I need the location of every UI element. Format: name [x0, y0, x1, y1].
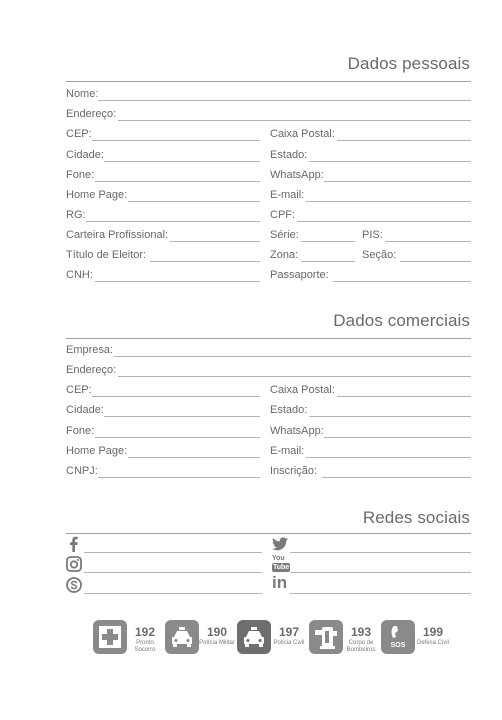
field-inscricao[interactable] [322, 477, 471, 478]
label-fone-comercial: Fone: [66, 425, 95, 437]
label-cnpj: CNPJ: [66, 465, 98, 477]
field-secao[interactable] [400, 261, 471, 262]
police-car-icon [165, 620, 199, 654]
field-whatsapp[interactable] [324, 181, 471, 182]
field-empresa[interactable] [114, 356, 471, 357]
label-nome: Nome: [66, 88, 99, 100]
label-endereco: Endereço: [66, 108, 117, 120]
label-email: E-mail: [270, 189, 305, 201]
field-cidade[interactable] [104, 161, 260, 162]
field-caixa-postal[interactable] [337, 140, 471, 141]
field-twitter[interactable] [290, 552, 471, 553]
label-estado: Estado: [270, 149, 308, 161]
label-whatsapp: WhatsApp: [270, 169, 324, 181]
instagram-icon [66, 556, 82, 572]
emergency-name: Polícia Militar [199, 640, 235, 646]
field-email[interactable] [306, 201, 471, 202]
emergency-190 [165, 620, 237, 660]
section-rule [66, 338, 471, 339]
label-empresa: Empresa: [66, 344, 114, 356]
fire-hydrant-icon [309, 620, 343, 654]
section-title-dados-comerciais: Dados comerciais [333, 311, 470, 330]
youtube-tube-text: Tube [273, 564, 290, 571]
emergency-name: Pronto Socorro [134, 640, 156, 653]
section-rule [66, 81, 471, 82]
label-cidade: Cidade: [66, 149, 104, 161]
label-cpf: CPF: [270, 209, 296, 221]
field-instagram[interactable] [84, 572, 262, 573]
field-passaporte[interactable] [333, 281, 471, 282]
emergency-name: Corpo de Bombeiros [346, 640, 376, 653]
emergency-199 [381, 620, 453, 660]
label-rg: RG: [66, 209, 86, 221]
field-cidade-comercial[interactable] [104, 416, 260, 417]
section-rule [66, 533, 471, 534]
label-home-page-comercial: Home Page: [66, 445, 128, 457]
label-zona: Zona: [270, 249, 299, 261]
section-title-dados-pessoais: Dados pessoais [347, 54, 470, 73]
label-pis: PIS: [362, 229, 383, 241]
field-titulo-eleitor[interactable] [150, 261, 260, 262]
label-cep-comercial: CEP: [66, 384, 92, 396]
emergency-number: 193 [350, 625, 372, 639]
field-youtube[interactable] [290, 572, 471, 573]
emergency-number: 192 [134, 625, 156, 639]
label-fone: Fone: [66, 169, 95, 181]
sos-badge-text: SOS [390, 642, 406, 649]
emergency-193 [309, 620, 381, 660]
section-title-redes-sociais: Redes sociais [362, 508, 470, 527]
label-titulo-eleitor: Título de Eleitor: [66, 249, 147, 261]
emergency-number: 199 [422, 625, 444, 639]
field-cnh[interactable] [95, 281, 260, 282]
field-facebook[interactable] [84, 552, 262, 553]
linkedin-icon: in [272, 573, 288, 592]
field-estado[interactable] [309, 161, 471, 162]
emergency-192 [93, 620, 165, 660]
youtube-icon [272, 555, 290, 573]
label-inscricao: Inscrição: [270, 465, 318, 477]
facebook-icon [66, 536, 82, 552]
field-whatsapp-comercial[interactable] [324, 437, 471, 438]
emergency-name: Defesa Civil [416, 640, 449, 646]
emergency-name: Polícia Civil [273, 640, 305, 646]
label-caixa-postal: Caixa Postal: [270, 128, 335, 140]
field-nome[interactable] [98, 100, 471, 101]
field-home-page-comercial[interactable] [128, 457, 260, 458]
field-endereco[interactable] [118, 120, 471, 121]
label-serie: Série: [270, 229, 299, 241]
field-serie[interactable] [301, 241, 355, 242]
label-home-page: Home Page: [66, 189, 128, 201]
label-cnh: CNH: [66, 269, 93, 281]
first-aid-cross-icon [93, 620, 127, 654]
field-fone[interactable] [95, 181, 260, 182]
field-rg[interactable] [86, 221, 260, 222]
field-zona[interactable] [301, 261, 355, 262]
label-carteira-profissional: Carteira Profissional: [66, 229, 169, 241]
field-cep-comercial[interactable] [92, 396, 260, 397]
field-linkedin[interactable] [290, 593, 471, 594]
label-whatsapp-comercial: WhatsApp: [270, 425, 324, 437]
field-cpf[interactable] [297, 221, 471, 222]
field-caixa-postal-comercial[interactable] [337, 396, 471, 397]
label-cep: CEP: [66, 128, 92, 140]
field-email-comercial[interactable] [306, 457, 471, 458]
field-pis[interactable] [385, 241, 471, 242]
field-fone-comercial[interactable] [95, 437, 260, 438]
label-estado-comercial: Estado: [270, 404, 308, 416]
youtube-you-text: You [272, 555, 285, 562]
field-endereco-comercial[interactable] [118, 376, 471, 377]
field-skype[interactable] [84, 593, 262, 594]
field-carteira-profissional[interactable] [170, 241, 260, 242]
field-estado-comercial[interactable] [309, 416, 471, 417]
label-endereco-comercial: Endereço: [66, 364, 117, 376]
field-cnpj[interactable] [98, 477, 260, 478]
twitter-icon [272, 536, 288, 552]
label-secao: Seção: [362, 249, 397, 261]
emergency-number: 190 [206, 625, 228, 639]
label-cidade-comercial: Cidade: [66, 404, 104, 416]
label-email-comercial: E-mail: [270, 445, 305, 457]
skype-icon [66, 577, 82, 593]
field-home-page[interactable] [128, 201, 260, 202]
label-caixa-postal-comercial: Caixa Postal: [270, 384, 335, 396]
field-cep[interactable] [92, 140, 260, 141]
label-passaporte: Passaporte: [270, 269, 329, 281]
police-car-icon [237, 620, 271, 654]
emergency-197 [237, 620, 309, 660]
emergency-number: 197 [278, 625, 300, 639]
